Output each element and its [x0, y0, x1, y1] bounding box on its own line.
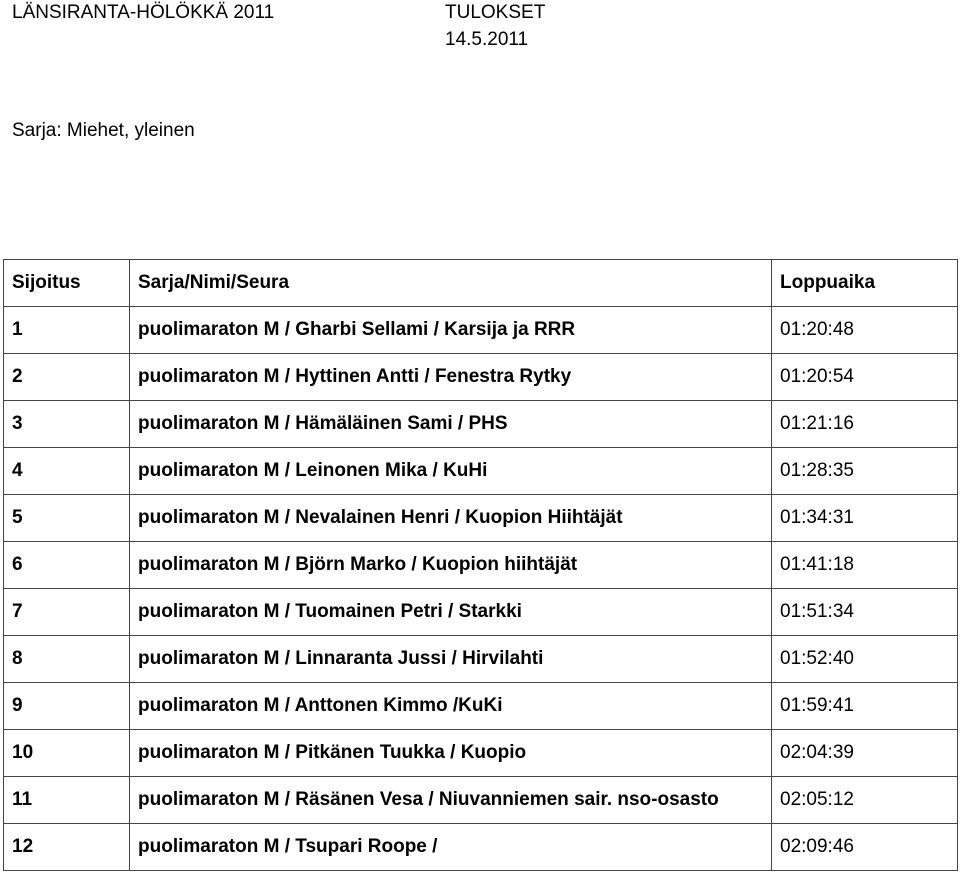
position-cell: 3	[4, 401, 130, 448]
column-header-time: Loppuaika	[772, 260, 958, 307]
category-label: Sarja: Miehet, yleinen	[12, 120, 195, 141]
table-row	[4, 777, 958, 824]
event-date: 14.5.2011	[445, 29, 529, 50]
results-table	[3, 259, 958, 871]
name-cell: puolimaraton M / Anttonen Kimmo /KuKi	[130, 683, 772, 730]
name-cell: puolimaraton M / Björn Marko / Kuopion hiihtäjät	[130, 542, 772, 589]
time-cell: 02:04:39	[772, 730, 958, 777]
time-cell: 01:59:41	[772, 683, 958, 730]
time-cell: 02:05:12	[772, 777, 958, 824]
time-cell: 01:20:54	[772, 354, 958, 401]
table-row	[4, 542, 958, 589]
table-row	[4, 683, 958, 730]
time-cell: 01:41:18	[772, 542, 958, 589]
position-cell: 8	[4, 636, 130, 683]
column-header-position: Sijoitus	[4, 260, 130, 307]
table-row	[4, 589, 958, 636]
name-cell: puolimaraton M / Nevalainen Henri / Kuopion Hiihtäjät	[130, 495, 772, 542]
name-cell: puolimaraton M / Tuomainen Petri / Starkki	[130, 589, 772, 636]
position-cell: 11	[4, 777, 130, 824]
results-label: TULOKSET	[445, 2, 546, 23]
position-cell: 5	[4, 495, 130, 542]
table-row	[4, 824, 958, 871]
table-row	[4, 401, 958, 448]
name-cell: puolimaraton M / Hyttinen Antti / Fenestra Rytky	[130, 354, 772, 401]
table-row	[4, 307, 958, 354]
table-row	[4, 354, 958, 401]
column-header-name: Sarja/Nimi/Seura	[130, 260, 772, 307]
position-cell: 9	[4, 683, 130, 730]
event-title: LÄNSIRANTA-HÖLÖKKÄ 2011	[12, 2, 275, 23]
position-cell: 10	[4, 730, 130, 777]
table-row	[4, 495, 958, 542]
name-cell: puolimaraton M / Linnaranta Jussi / Hirvilahti	[130, 636, 772, 683]
time-cell: 01:34:31	[772, 495, 958, 542]
name-cell: puolimaraton M / Leinonen Mika / KuHi	[130, 448, 772, 495]
table-header-row	[4, 260, 958, 307]
name-cell: puolimaraton M / Pitkänen Tuukka / Kuopio	[130, 730, 772, 777]
position-cell: 12	[4, 824, 130, 871]
name-cell: puolimaraton M / Tsupari Roope /	[130, 824, 772, 871]
position-cell: 4	[4, 448, 130, 495]
time-cell: 01:51:34	[772, 589, 958, 636]
time-cell: 02:09:46	[772, 824, 958, 871]
time-cell: 01:52:40	[772, 636, 958, 683]
position-cell: 7	[4, 589, 130, 636]
table-row	[4, 730, 958, 777]
position-cell: 1	[4, 307, 130, 354]
name-cell: puolimaraton M / Räsänen Vesa / Niuvanniemen sair. nso-osasto	[130, 777, 772, 824]
position-cell: 6	[4, 542, 130, 589]
time-cell: 01:21:16	[772, 401, 958, 448]
time-cell: 01:28:35	[772, 448, 958, 495]
position-cell: 2	[4, 354, 130, 401]
table-row	[4, 636, 958, 683]
name-cell: puolimaraton M / Gharbi Sellami / Karsija ja RRR	[130, 307, 772, 354]
table-row	[4, 448, 958, 495]
name-cell: puolimaraton M / Hämäläinen Sami / PHS	[130, 401, 772, 448]
time-cell: 01:20:48	[772, 307, 958, 354]
